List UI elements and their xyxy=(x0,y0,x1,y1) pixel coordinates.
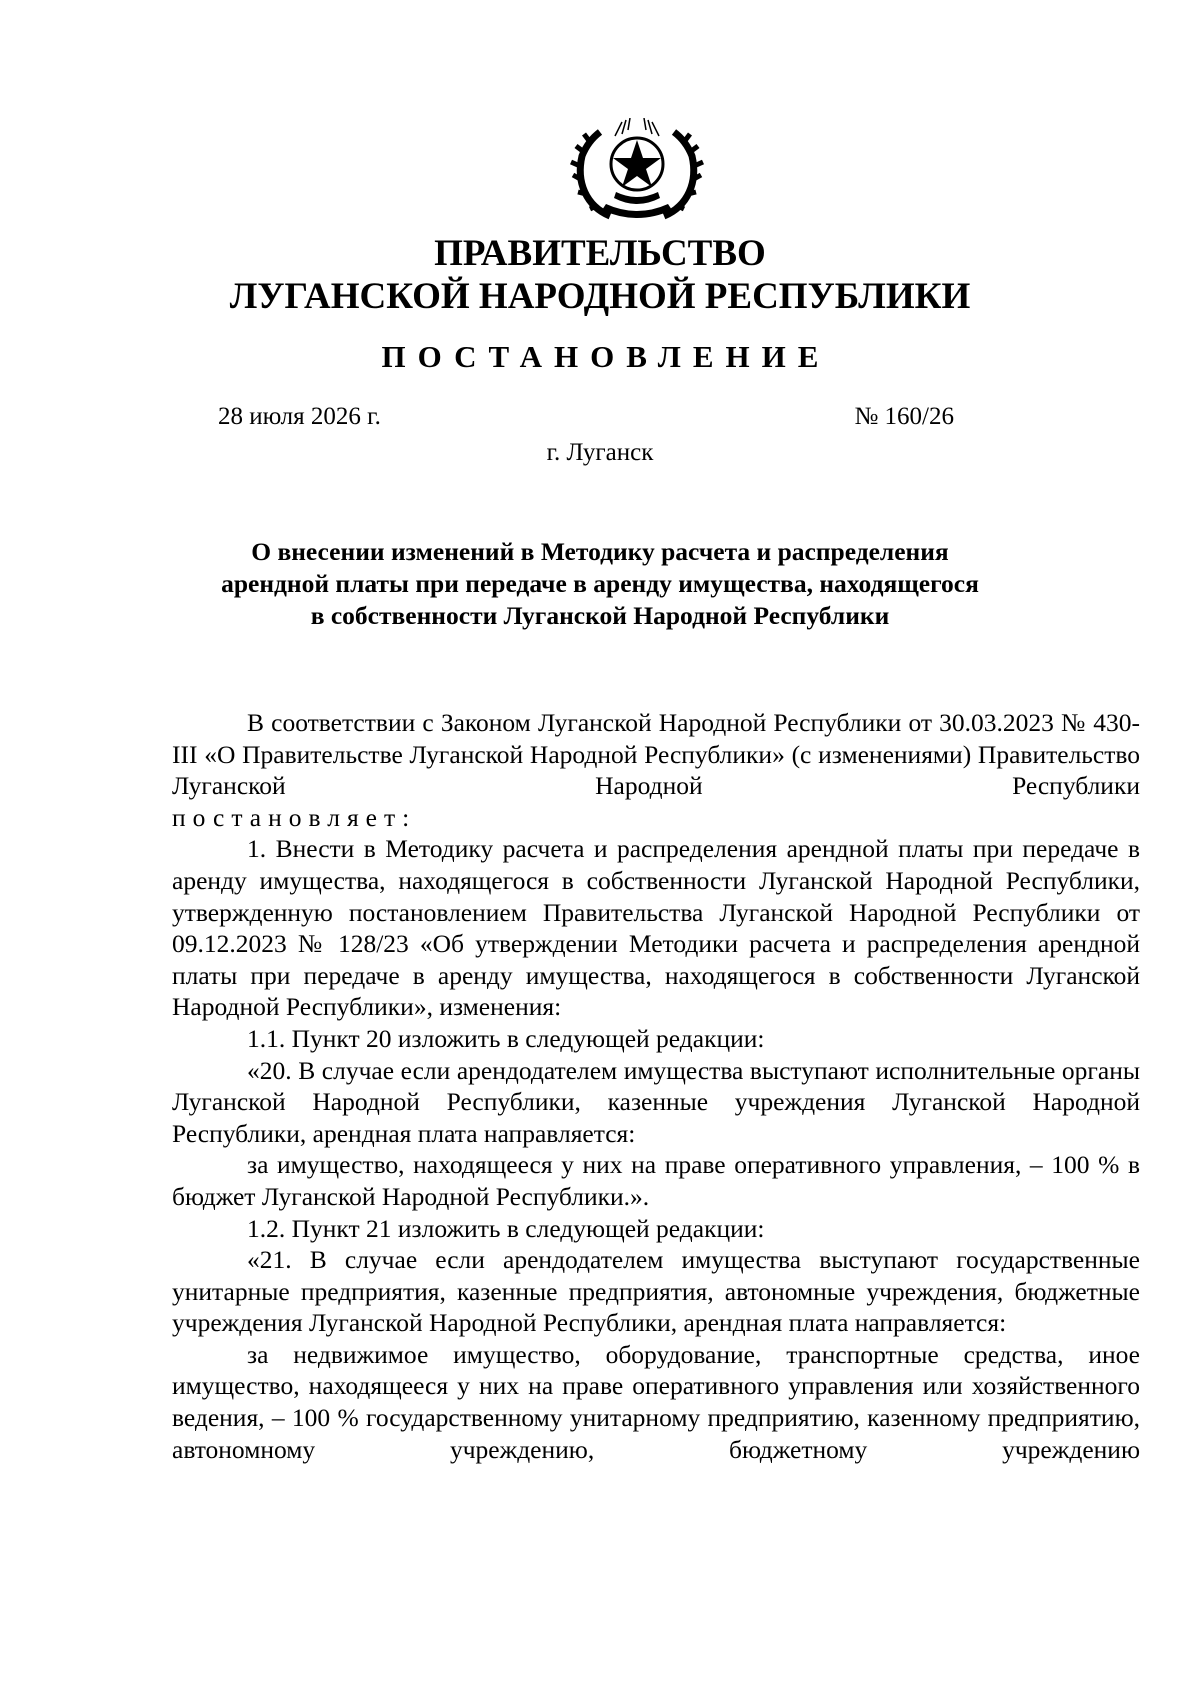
state-emblem-icon xyxy=(570,118,704,222)
paragraph-1: 1. Внести в Методику расчета и распределения арендной платы при передаче в аренду имущества, находящегося в собственности Луганской Народной Республики, утвержденную постановлением Правительства Луганской Народной Республики от 09.12.2023 № 128/23 «Об утверждении Методики расчета и распределения арендной платы при передаче в аренду имущества, находящегося в собственности Луганской Народной Республики», изменения: xyxy=(172,834,1140,1022)
paragraph-21-a: за недвижимое имущество, оборудование, транспортные средства, иное имущество, находящееся у них на праве оперативного управления или хозяйственного ведения, – 100 % государственному унитарному предприятию, казенному предприятию, автономному учреждению, бюджетному учреждению xyxy=(172,1339,1140,1464)
paragraph-21: «21. В случае если арендодателем имущества выступают государственные унитарные предприятия, казенные предприятия, автономные учреждения, бюджетные учреждения Луганской Народной Республики, арендная плата направляется: xyxy=(172,1245,1140,1338)
paragraph-1-2: 1.2. Пункт 21 изложить в следующей редакции: xyxy=(247,1213,765,1243)
document-number: № 160/26 xyxy=(854,403,954,430)
preamble-paragraph: В соответствии с Законом Луганской Народной Республики от 30.03.2023 № 430-III «О Правительстве Луганской Народной Республики» (с изменениями) Правительство Луганской Народной Республики xyxy=(172,708,1140,801)
government-title-line1: ПРАВИТЕЛЬСТВО xyxy=(434,233,766,274)
resolves-text: постановляет: xyxy=(172,802,417,832)
government-title-line2: ЛУГАНСКОЙ НАРОДНОЙ РЕСПУБЛИКИ xyxy=(229,276,971,317)
paragraph-1-1: 1.1. Пункт 20 изложить в следующей редакции: xyxy=(247,1023,765,1053)
document-body xyxy=(172,707,1140,1465)
paragraph-20-a: за имущество, находящееся у них на праве оперативного управления, – 100 % в бюджет Луганской Народной Республики.». xyxy=(172,1150,1140,1211)
resolves-word xyxy=(172,802,1140,834)
paragraph-20: «20. В случае если арендодателем имущества выступают исполнительные органы Луганской Народной Республики, казенные учреждения Луганской Народной Республики, арендная плата направляется: xyxy=(172,1055,1140,1148)
document-date: 28 июля 2026 г. xyxy=(218,403,381,430)
document-type: ПОСТАНОВЛЕНИЕ xyxy=(381,339,831,374)
subject-line1: О внесении изменений в Методику расчета и распределения xyxy=(251,537,949,566)
government-title xyxy=(0,232,1200,318)
document-subject xyxy=(0,536,1200,632)
document-city: г. Луганск xyxy=(546,439,654,466)
subject-line2: арендной платы при передаче в аренду имущества, находящегося xyxy=(221,569,979,598)
subject-line3: в собственности Луганской Народной Республики xyxy=(310,601,890,630)
